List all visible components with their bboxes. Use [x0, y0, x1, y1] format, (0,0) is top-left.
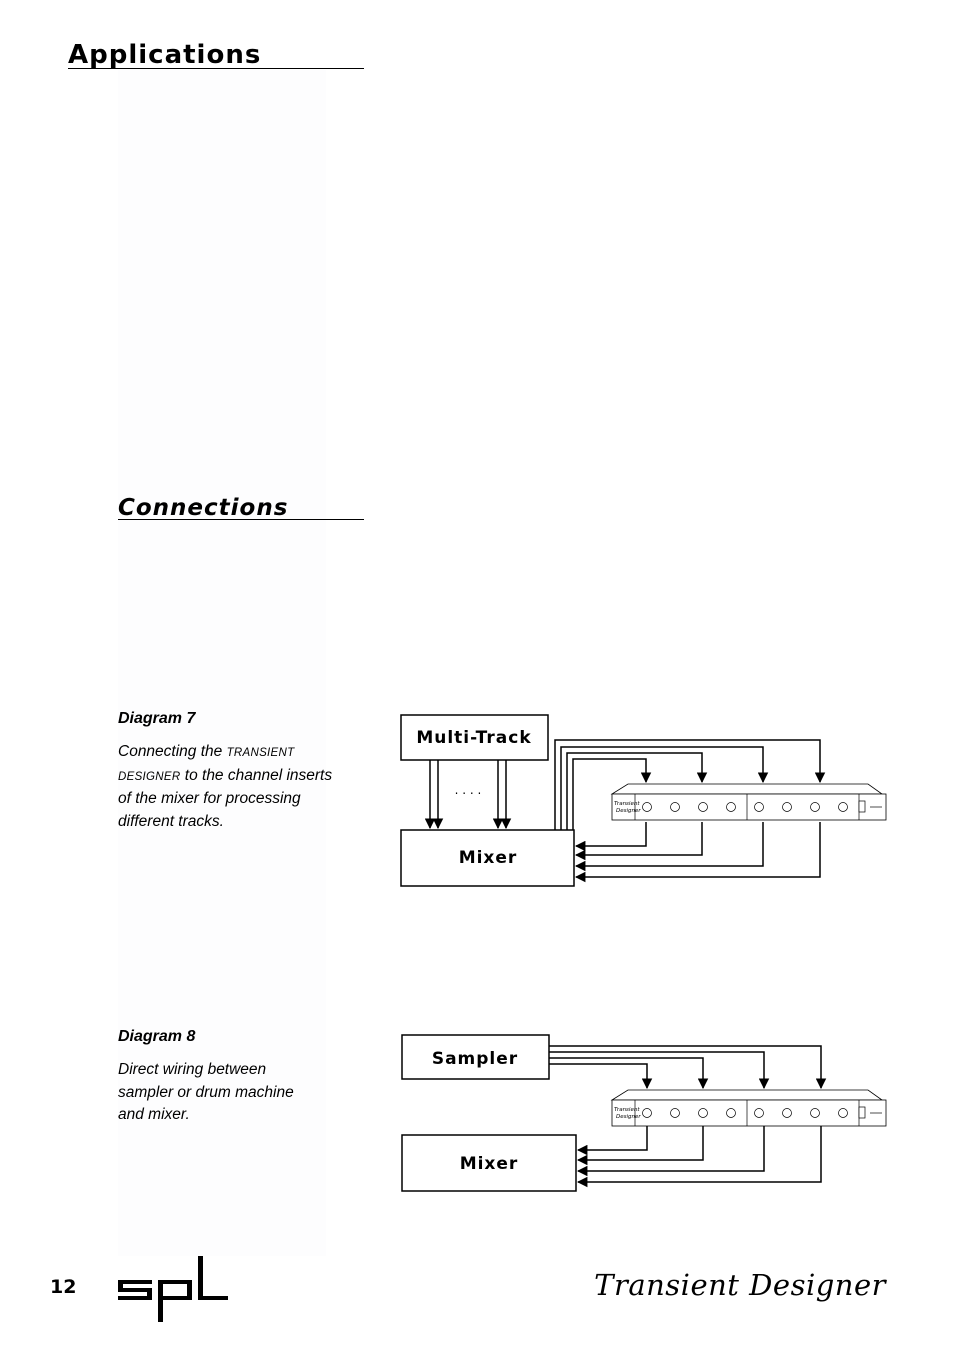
multitrack-label: Multi-Track: [416, 728, 532, 748]
device-name: Transient: [614, 801, 640, 807]
heading-rule: [68, 68, 364, 69]
diagram-8-title: Diagram 8: [118, 1028, 196, 1045]
diagram-8-caption: Direct wiring between sampler or drum machine and mixer.: [118, 1061, 294, 1123]
product-name: Transient Designer: [594, 1268, 886, 1302]
brand-small-caps: TRANSIENT: [226, 747, 295, 759]
section-heading-connections: Connections: [118, 495, 289, 521]
spl-logo: [116, 1254, 232, 1324]
device-name: Designer: [616, 808, 641, 814]
return-lines: [578, 1126, 821, 1182]
transient-designer-unit: [612, 784, 886, 820]
mixer-label: Mixer: [459, 1154, 519, 1174]
transient-designer-unit: [612, 1090, 886, 1126]
mixer-label: Mixer: [458, 848, 518, 868]
diagram-7-title: Diagram 7: [118, 710, 196, 727]
send-lines: [549, 1046, 821, 1088]
device-name: Transient: [614, 1107, 640, 1113]
brand-small-caps: DESIGNER: [118, 770, 181, 783]
sampler-label: Sampler: [431, 1049, 519, 1069]
device-name: Designer: [616, 1114, 641, 1120]
diagram-7-wiring: [390, 700, 900, 900]
diagram-8-wiring: [390, 1020, 900, 1210]
page-number: 12: [50, 1276, 77, 1298]
ellipsis: . . . .: [454, 783, 482, 797]
section-heading-applications: Applications: [68, 40, 262, 70]
return-lines: [576, 822, 820, 877]
diagram-7-caption: Connecting the TRANSIENT DESIGNER to the channel inserts of the mixer for processing different tracks.: [118, 743, 333, 830]
heading-rule: [118, 519, 364, 520]
